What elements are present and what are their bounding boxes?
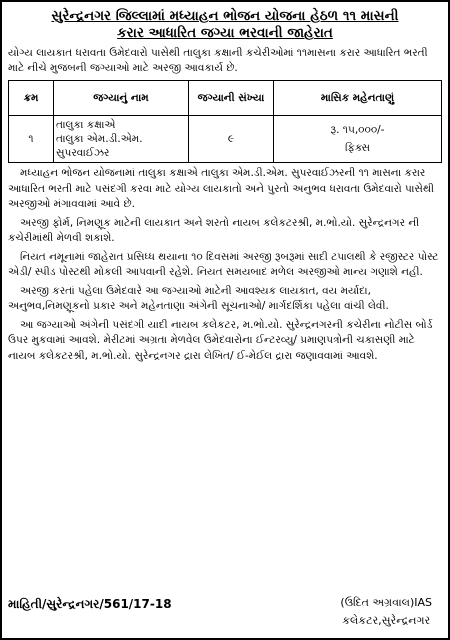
- notice-title: [8, 8, 442, 42]
- header-serial: ક્રમ: [9, 81, 54, 116]
- header-post-count: જગ્યાની સંખ્યા: [189, 81, 274, 116]
- paragraph-selection: આ જગ્યાઓ અંગેની પસંદગી યાદી નાયબ કલેકટર, મ.ભો.યો. સુરેન્દ્રનગરની કચેરીના નોટીસ બોર્ડ ઉપર મુકવામાં આવશે. મેરીટમાં અગ્રતા મેળવેલ ઉમેદવારોના ઈન્ટરવ્યુ/ પ્રમાણપત્રોની ચકાસણી માટે નાયબ કલેકટરશ્રી, મ.ભો.યો. સુરેન્દ્રનગર દ્રારા લેખિત/ ઈ-મેઈલ દ્રારા જણાવવામાં આવશે.: [8, 318, 433, 362]
- vacancy-table: [8, 80, 442, 163]
- title-line-2: કરાર આધારિત જગ્યા ભરવાની જાહેરાત: [117, 25, 333, 41]
- title-line-1: સુરેન્દ્રનગર જિલ્લામાં મધ્યાહન ભોજન યોજના હેઠળ ૧૧ માસની: [51, 8, 399, 24]
- post-name-line-3: સુપરવાઈઝર: [56, 147, 110, 159]
- intro-text: યોગ્ય લાયકાત ધરાવતા ઉમેદવારો પાસેથી તાલુકા કક્ષાની કચેરીઓમાં ૧૧માસના કરાર આધારિત ભરતી માટે નીચે મુજબની જગ્યાઓ માટે અરજી આવકાર્ય છે.: [8, 47, 428, 74]
- signature-title: કલેકટર,સુરેન્દ્રનગર: [342, 614, 431, 627]
- paragraph-form: અરજી ફોર્મ, નિમણૂક માટેની લાયકાત અને શરતો નાયબ કલેકટરશ્રી, મ.ભો.યો. સુરેન્દ્રનગર ની કચેરીમાંથી મેળવી શકાશે.: [8, 216, 420, 244]
- footer: [8, 578, 442, 630]
- paragraph-deadline: નિયત નમૂનામાં જાહેરાત પ્રસિધ્ધ થયાના ૧૦ દિવસમાં અરજી રૂબરૂમાં સાદી ટપાલથી કે રજીસ્ટર પોસ્ટ એડી/ સ્પીડ પોસ્ટથી મોકલી આપવાની રહેશે. નિયત સમયબાદ મળેલ અરજીઓ માન્ય ગણાશે નહી.: [8, 250, 439, 278]
- salary-type: ફિક્સ: [345, 142, 370, 154]
- post-name-line-1: તાલુકા કક્ષાએ: [56, 119, 116, 131]
- signature-name: (ઉદિત અગ્રવાલ)IAS: [340, 596, 432, 609]
- cell-post-count: ૯: [189, 116, 274, 163]
- table-header-row: [9, 81, 442, 116]
- paragraph-purpose: મધ્યાહન ભોજન યોજનામાં તાલુકા કક્ષાએ તાલુકા એમ.ડી.એમ. સુપરવાઈઝરની ૧૧ માસના કરાર આધારિત ભરતી માટે પસંદગી કરવા માટે યોગ્ય લાયકાતો અને પુરતો અનુભવ ધરાવતા ઉમેદવારો પાસેથી અરજીઓ મંગાવવામાં આવે છે.: [8, 167, 434, 210]
- header-post-name: જગ્યાનું નામ: [54, 81, 189, 116]
- post-name-line-2: તાલુકા એમ.ડી.એમ.: [56, 133, 143, 145]
- signature-block: [340, 594, 432, 630]
- cell-salary: [274, 116, 442, 163]
- cell-serial: ૧: [9, 116, 54, 163]
- table-row: [9, 116, 442, 163]
- info-department-code: માહિતી/સુરેન્દ્રનગર/561/17-18: [8, 597, 172, 611]
- paragraph-guidelines: અરજી કરતાં પહેલા ઉમેદવારે આ જગ્યાઓ માટેની આવશ્યક લાયકાત, વય મર્યાદા, અનુભવ,નિમણૂકનો પ્રકાર અને મહેનતાણા અંગેની સૂચનાઓ/ માર્ગદર્શિકા પહેલા વાંચી લેવી.: [8, 284, 389, 312]
- cell-post-name: [54, 116, 189, 163]
- salary-amount: રૂ. ૧૫,૦૦૦/-: [330, 124, 385, 136]
- header-salary: માસિક મહેનતાણું: [274, 81, 442, 116]
